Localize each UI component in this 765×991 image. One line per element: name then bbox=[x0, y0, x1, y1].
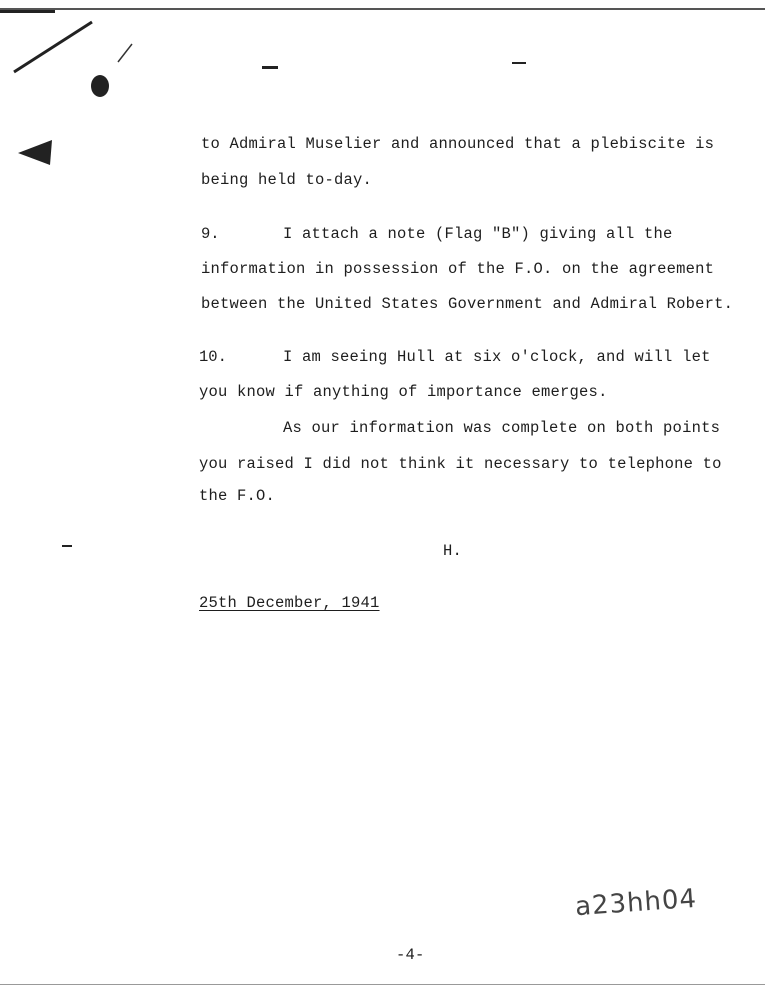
paragraph-number: 10. bbox=[199, 348, 227, 366]
paragraph-line: information in possession of the F.O. on the agreement bbox=[201, 260, 715, 278]
scan-bottom-edge bbox=[0, 984, 765, 985]
paragraph-line: to Admiral Muselier and announced that a plebiscite is bbox=[201, 135, 715, 153]
paragraph-line: you raised I did not think it necessary to telephone to bbox=[199, 455, 722, 473]
paragraph-line: As our information was complete on both points bbox=[283, 419, 721, 437]
paragraph-line: I attach a note (Flag "B") giving all the bbox=[283, 225, 673, 243]
paragraph-number: 9. bbox=[201, 225, 220, 243]
paragraph-line: you know if anything of importance emerges. bbox=[199, 383, 608, 401]
archive-handwritten-mark: a23hh04 bbox=[574, 883, 698, 923]
scan-mark bbox=[262, 66, 278, 69]
scan-mark bbox=[62, 545, 72, 547]
scan-mark bbox=[512, 62, 526, 64]
document-date: 25th December, 1941 bbox=[199, 594, 380, 612]
paragraph-line: between the United States Government and Admiral Robert. bbox=[201, 295, 734, 313]
paragraph-line: I am seeing Hull at six o'clock, and will let bbox=[283, 348, 711, 366]
scan-corner-marks bbox=[0, 0, 140, 180]
signature-initial: H. bbox=[443, 542, 463, 560]
paragraph-line: being held to-day. bbox=[201, 171, 373, 189]
page-number: -4- bbox=[396, 946, 425, 964]
paragraph-line: the F.O. bbox=[199, 487, 276, 505]
